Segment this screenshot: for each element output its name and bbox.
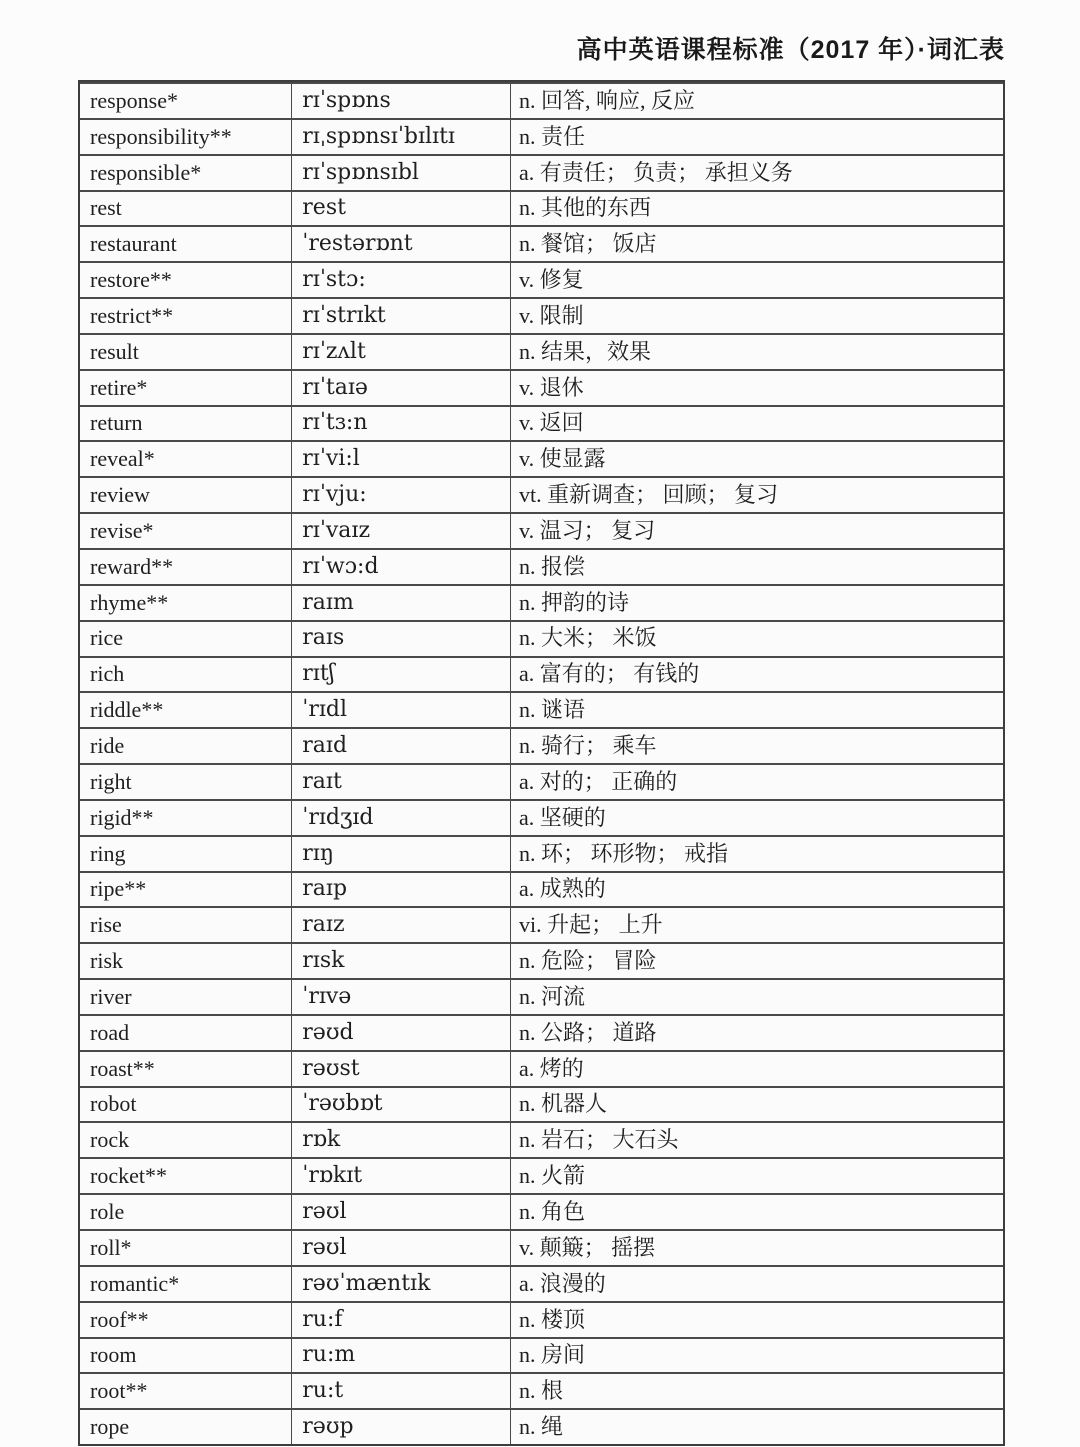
word-cell: roast** — [80, 1052, 292, 1086]
definition-cell: n. 骑行； 乘车 — [519, 733, 657, 759]
table-row — [80, 1193, 1003, 1229]
definition-cell: a. 富有的； 有钱的 — [519, 661, 700, 687]
definition-cell: a. 有责任； 负责； 承担义务 — [519, 159, 793, 185]
table-row — [80, 190, 1003, 226]
phonetic-cell: ru:m — [292, 1339, 511, 1373]
phonetic-cell: ˈrɪvə — [292, 980, 511, 1014]
table-row — [80, 620, 1003, 656]
phonetic-cell: raɪp — [292, 873, 511, 907]
phonetic-cell: rɪˈstɔ: — [292, 263, 511, 297]
definition-cell: n. 河流 — [519, 983, 586, 1009]
table-row — [80, 1050, 1003, 1086]
word-cell: robot — [80, 1088, 292, 1122]
table-row — [80, 512, 1003, 548]
word-cell: rise — [80, 908, 292, 942]
phonetic-cell: rəʊl — [292, 1195, 511, 1229]
phonetic-cell: ˈrestərɒnt — [292, 227, 511, 261]
word-cell: retire* — [80, 371, 292, 405]
word-cell: responsible* — [80, 156, 292, 190]
table-row — [80, 1337, 1003, 1373]
table-row — [80, 1014, 1003, 1050]
table-row — [80, 154, 1003, 190]
phonetic-cell: ˈrɪdl — [292, 693, 511, 727]
definition-cell: n. 责任 — [519, 123, 586, 149]
word-cell: river — [80, 980, 292, 1014]
definition-cell: a. 烤的 — [519, 1055, 584, 1081]
phonetic-cell: rɪˈvi:l — [292, 442, 511, 476]
table-row — [80, 1157, 1003, 1193]
word-cell: revise* — [80, 514, 292, 548]
table-row — [80, 1229, 1003, 1265]
table-row — [80, 440, 1003, 476]
word-cell: rich — [80, 658, 292, 692]
definition-cell: v. 颠簸； 摇摆 — [519, 1234, 656, 1260]
table-row — [80, 871, 1003, 907]
table-row — [80, 1372, 1003, 1408]
phonetic-cell: rɪŋ — [292, 837, 511, 871]
table-row — [80, 763, 1003, 799]
word-cell: role — [80, 1195, 292, 1229]
table-row — [80, 261, 1003, 297]
table-row — [80, 835, 1003, 871]
phonetic-cell: raɪz — [292, 908, 511, 942]
word-cell: restrict** — [80, 299, 292, 333]
word-cell: rocket** — [80, 1159, 292, 1193]
definition-cell: vi. 升起； 上升 — [519, 912, 663, 938]
word-cell: room — [80, 1339, 292, 1373]
table-row — [80, 584, 1003, 620]
word-cell: ride — [80, 729, 292, 763]
phonetic-cell: ru:t — [292, 1374, 511, 1408]
phonetic-cell: rɪˈtaɪə — [292, 371, 511, 405]
table-row — [80, 297, 1003, 333]
definition-cell: v. 修复 — [519, 267, 584, 293]
word-cell: responsibility** — [80, 120, 292, 154]
word-cell: ripe** — [80, 873, 292, 907]
word-cell: restore** — [80, 263, 292, 297]
definition-cell: n. 谜语 — [519, 697, 586, 723]
table-row — [80, 799, 1003, 835]
definition-cell: v. 温习； 复习 — [519, 517, 656, 543]
table-row — [80, 1265, 1003, 1301]
definition-cell: n. 火箭 — [519, 1163, 586, 1189]
phonetic-cell: rɪˈspɒnsɪbl — [292, 156, 511, 190]
phonetic-cell: rɪˈvju: — [292, 478, 511, 512]
word-cell: road — [80, 1016, 292, 1050]
word-cell: reveal* — [80, 442, 292, 476]
phonetic-cell: raɪm — [292, 586, 511, 620]
definition-cell: n. 押韵的诗 — [519, 589, 630, 615]
word-cell: ring — [80, 837, 292, 871]
definition-cell: n. 楼顶 — [519, 1306, 586, 1332]
phonetic-cell: rɪˈzʌlt — [292, 335, 511, 369]
phonetic-cell: rest — [292, 192, 511, 226]
definition-cell: n. 岩石； 大石头 — [519, 1127, 679, 1153]
table-row — [80, 978, 1003, 1014]
table-row — [80, 727, 1003, 763]
definition-cell: a. 成熟的 — [519, 876, 606, 902]
phonetic-cell: ˈrəʊbɒt — [292, 1088, 511, 1122]
definition-cell: n. 报偿 — [519, 553, 586, 579]
definition-cell: a. 浪漫的 — [519, 1270, 606, 1296]
word-cell: return — [80, 407, 292, 441]
definition-cell: n. 机器人 — [519, 1091, 608, 1117]
phonetic-cell: rəʊd — [292, 1016, 511, 1050]
phonetic-cell: rɪsk — [292, 944, 511, 978]
table-row — [80, 333, 1003, 369]
word-cell: reward** — [80, 550, 292, 584]
word-cell: restaurant — [80, 227, 292, 261]
table-row — [80, 906, 1003, 942]
definition-cell: a. 对的； 正确的 — [519, 768, 678, 794]
phonetic-cell: raɪs — [292, 622, 511, 656]
definition-cell: n. 餐馆； 饭店 — [519, 231, 657, 257]
phonetic-cell: rəʊst — [292, 1052, 511, 1086]
definition-cell: n. 房间 — [519, 1342, 586, 1368]
word-cell: root** — [80, 1374, 292, 1408]
table-row — [80, 548, 1003, 584]
phonetic-cell: raɪd — [292, 729, 511, 763]
definition-cell: a. 坚硬的 — [519, 804, 606, 830]
word-cell: rock — [80, 1123, 292, 1157]
word-cell: review — [80, 478, 292, 512]
phonetic-cell: rɒk — [292, 1123, 511, 1157]
definition-cell: v. 返回 — [519, 410, 584, 436]
phonetic-cell: rəʊˈmæntɪk — [292, 1267, 511, 1301]
phonetic-cell: rɪˈspɒns — [292, 84, 511, 118]
table-row — [80, 82, 1003, 118]
phonetic-cell: rɪˈtɜ:n — [292, 407, 511, 441]
definition-cell: vt. 重新调查； 回顾； 复习 — [519, 482, 779, 508]
table-row — [80, 691, 1003, 727]
definition-cell: n. 大米； 米饭 — [519, 625, 657, 651]
definition-cell: n. 公路； 道路 — [519, 1019, 657, 1045]
word-cell: rest — [80, 192, 292, 226]
word-cell: riddle** — [80, 693, 292, 727]
word-cell: rice — [80, 622, 292, 656]
definition-cell: n. 环； 环形物； 戒指 — [519, 840, 729, 866]
word-cell: result — [80, 335, 292, 369]
document-title: 高中英语课程标准（2017 年）·词汇表 — [576, 36, 1005, 64]
vocabulary-table — [78, 80, 1005, 1446]
word-cell: romantic* — [80, 1267, 292, 1301]
definition-cell: n. 其他的东西 — [519, 195, 652, 221]
definition-cell: n. 回答, 响应, 反应 — [519, 87, 696, 113]
definition-cell: n. 绳 — [519, 1414, 564, 1440]
table-row — [80, 942, 1003, 978]
table-row — [80, 1086, 1003, 1122]
table-row — [80, 1301, 1003, 1337]
table-row — [80, 656, 1003, 692]
definition-cell: v. 使显露 — [519, 446, 606, 472]
word-cell: rhyme** — [80, 586, 292, 620]
definition-cell: n. 根 — [519, 1378, 564, 1404]
phonetic-cell: ˈrɒkɪt — [292, 1159, 511, 1193]
phonetic-cell: rɪˈvaɪz — [292, 514, 511, 548]
phonetic-cell: rɪˌspɒnsɪˈbɪlɪtɪ — [292, 120, 511, 154]
table-row — [80, 1408, 1003, 1444]
phonetic-cell: rəʊp — [292, 1410, 511, 1444]
word-cell: response* — [80, 84, 292, 118]
table-row — [80, 476, 1003, 512]
word-cell: rigid** — [80, 801, 292, 835]
word-cell: roof** — [80, 1303, 292, 1337]
phonetic-cell: rɪˈstrɪkt — [292, 299, 511, 333]
phonetic-cell: ˈrɪdʒɪd — [292, 801, 511, 835]
definition-cell: n. 结果，效果 — [519, 338, 652, 364]
phonetic-cell: rəʊl — [292, 1231, 511, 1265]
table-row — [80, 225, 1003, 261]
word-cell: risk — [80, 944, 292, 978]
word-cell: right — [80, 765, 292, 799]
phonetic-cell: ru:f — [292, 1303, 511, 1337]
table-row — [80, 118, 1003, 154]
table-row — [80, 405, 1003, 441]
table-row — [80, 369, 1003, 405]
word-cell: roll* — [80, 1231, 292, 1265]
definition-cell: v. 限制 — [519, 302, 584, 328]
definition-cell: n. 危险； 冒险 — [519, 948, 657, 974]
definition-cell: v. 退休 — [519, 374, 584, 400]
phonetic-cell: rɪtʃ — [292, 658, 511, 692]
phonetic-cell: rɪˈwɔ:d — [292, 550, 511, 584]
word-cell: rope — [80, 1410, 292, 1444]
definition-cell: n. 角色 — [519, 1198, 586, 1224]
table-row — [80, 1121, 1003, 1157]
phonetic-cell: raɪt — [292, 765, 511, 799]
